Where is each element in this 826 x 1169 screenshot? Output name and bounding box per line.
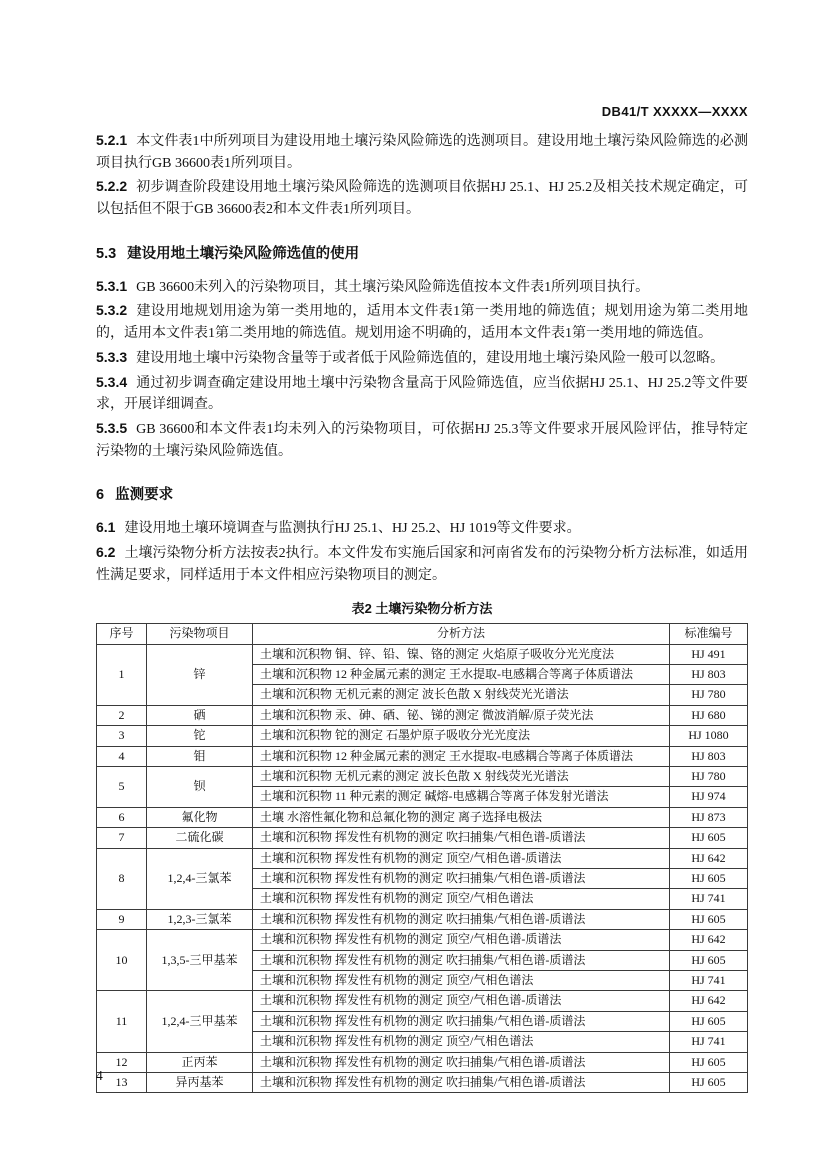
table-row xyxy=(97,767,748,787)
cell-standard-code: HJ 605 xyxy=(670,1072,748,1092)
cell-pollutant: 二硫化碳 xyxy=(147,828,253,848)
cell-method: 土壤和沉积物 12 种金属元素的测定 王水提取-电感耦合等离子体质谱法 xyxy=(253,665,670,685)
table-header-row xyxy=(97,624,748,644)
cell-pollutant: 锌 xyxy=(147,644,253,705)
cell-pollutant: 正丙苯 xyxy=(147,1052,253,1072)
cell-standard-code: HJ 873 xyxy=(670,807,748,827)
cell-method: 土壤和沉积物 挥发性有机物的测定 吹扫捕集/气相色谱-质谱法 xyxy=(253,909,670,929)
clause-5-3-3: 5.3.3 建设用地土壤中污染物含量等于或者低于风险筛选值的，建设用地土壤污染风险一般可以忽略。 xyxy=(96,348,725,366)
clause-6-1: 6.1 建设用地土壤环境调查与监测执行HJ 25.1、HJ 25.2、HJ 1019等文件要求。 xyxy=(96,519,581,537)
section-heading-5-3: 5.3 建设用地土壤污染风险筛选值的使用 xyxy=(96,245,360,262)
cell-pollutant: 氟化物 xyxy=(147,807,253,827)
table-row xyxy=(97,644,748,664)
cell-method: 土壤和沉积物 汞、砷、硒、铋、锑的测定 微波消解/原子荧光法 xyxy=(253,705,670,725)
cell-method: 土壤和沉积物 挥发性有机物的测定 吹扫捕集/气相色谱-质谱法 xyxy=(253,1052,670,1072)
cell-method: 土壤和沉积物 无机元素的测定 波长色散 X 射线荧光光谱法 xyxy=(253,685,670,705)
cell-method: 土壤和沉积物 挥发性有机物的测定 吹扫捕集/气相色谱-质谱法 xyxy=(253,950,670,970)
col-header-method: 分析方法 xyxy=(253,624,670,644)
table-row xyxy=(97,930,748,950)
section-heading-6: 6 监测要求 xyxy=(96,487,174,504)
cell-method: 土壤和沉积物 挥发性有机物的测定 吹扫捕集/气相色谱-质谱法 xyxy=(253,1072,670,1092)
cell-standard-code: HJ 605 xyxy=(670,869,748,889)
cell-method: 土壤和沉积物 12 种金属元素的测定 王水提取-电感耦合等离子体质谱法 xyxy=(253,746,670,766)
cell-index: 12 xyxy=(97,1052,147,1072)
cell-index: 3 xyxy=(97,726,147,746)
cell-index: 9 xyxy=(97,909,147,929)
cell-method: 土壤和沉积物 铊的测定 石墨炉原子吸收分光光度法 xyxy=(253,726,670,746)
cell-standard-code: HJ 605 xyxy=(670,950,748,970)
cell-method: 土壤和沉积物 挥发性有机物的测定 顶空/气相色谱法 xyxy=(253,970,670,990)
clause-6-2: 6.2 土壤污染物分析方法按表2执行。本文件发布实施后国家和河南省发布的污染物分析方法标准，如适用性满足要求，同样适用于本文件相应污染物项目的测定。 xyxy=(96,543,748,583)
cell-pollutant: 铊 xyxy=(147,726,253,746)
table-row xyxy=(97,909,748,929)
cell-method: 土壤和沉积物 挥发性有机物的测定 顶空/气相色谱法 xyxy=(253,1032,670,1052)
col-header-standard: 标准编号 xyxy=(670,624,748,644)
doc-number: DB41/T XXXXX—XXXX xyxy=(601,104,748,119)
clause-number: 6.1 xyxy=(96,519,116,536)
cell-method: 土壤和沉积物 挥发性有机物的测定 吹扫捕集/气相色谱-质谱法 xyxy=(253,1011,670,1031)
clause-5-3-4: 5.3.4 通过初步调查确定建设用地土壤中污染物含量高于风险筛选值，应当依据HJ 25.1、HJ 25.2等文件要求，开展详细调查。 xyxy=(96,373,748,413)
clause-number: 5.3.2 xyxy=(96,302,128,319)
clause-number: 6 xyxy=(96,487,105,504)
clause-5-3-1: 5.3.1 GB 36600未列入的污染物项目，其土壤污染风险筛选值按本文件表1所列项目执行。 xyxy=(96,277,650,295)
cell-pollutant: 1,3,5-三甲基苯 xyxy=(147,930,253,991)
cell-standard-code: HJ 741 xyxy=(670,970,748,990)
cell-standard-code: HJ 780 xyxy=(670,767,748,787)
cell-index: 13 xyxy=(97,1072,147,1092)
cell-index: 8 xyxy=(97,848,147,909)
clause-number: 6.2 xyxy=(96,543,116,560)
cell-standard-code: HJ 741 xyxy=(670,1032,748,1052)
clause-5-3-5: 5.3.5 GB 36600和本文件表1均未列入的污染物项目，可依据HJ 25.3等文件要求开展风险评估，推导特定污染物的土壤污染风险筛选值。 xyxy=(96,419,748,459)
cell-method: 土壤和沉积物 铜、锌、铅、镍、铬的测定 火焰原子吸收分光光度法 xyxy=(253,644,670,664)
cell-standard-code: HJ 803 xyxy=(670,746,748,766)
clause-number: 5.3.5 xyxy=(96,419,128,436)
page-number: 4 xyxy=(96,1068,103,1083)
table-row xyxy=(97,991,748,1011)
cell-standard-code: HJ 780 xyxy=(670,685,748,705)
table-row xyxy=(97,1072,748,1092)
cell-method: 土壤 水溶性氟化物和总氟化物的测定 离子选择电极法 xyxy=(253,807,670,827)
cell-pollutant: 异丙基苯 xyxy=(147,1072,253,1092)
cell-standard-code: HJ 680 xyxy=(670,705,748,725)
cell-index: 5 xyxy=(97,767,147,808)
clause-5-2-1: 5.2.1 本文件表1中所列项目为建设用地土壤污染风险筛选的选测项目。建设用地土壤污染风险筛选的必测项目执行GB 36600表1所列项目。 xyxy=(96,132,748,171)
cell-standard-code: HJ 1080 xyxy=(670,726,748,746)
table-row xyxy=(97,848,748,868)
cell-method: 土壤和沉积物 挥发性有机物的测定 顶空/气相色谱法 xyxy=(253,889,670,909)
cell-index: 2 xyxy=(97,705,147,725)
cell-method: 土壤和沉积物 挥发性有机物的测定 吹扫捕集/气相色谱-质谱法 xyxy=(253,828,670,848)
cell-method: 土壤和沉积物 挥发性有机物的测定 顶空/气相色谱-质谱法 xyxy=(253,848,670,868)
clause-number: 5.3 xyxy=(96,245,117,262)
cell-standard-code: HJ 491 xyxy=(670,644,748,664)
cell-pollutant: 硒 xyxy=(147,705,253,725)
cell-method: 土壤和沉积物 11 种元素的测定 碱熔-电感耦合等离子体发射光谱法 xyxy=(253,787,670,807)
clause-5-3-2: 5.3.2 建设用地规划用途为第一类用地的，适用本文件表1第一类用地的筛选值；规划用途为第二类用地的，适用本文件表1第二类用地的筛选值。规划用途不明确的，适用本文件表1第一类用地的筛选值。 xyxy=(96,302,748,342)
cell-method: 土壤和沉积物 挥发性有机物的测定 顶空/气相色谱-质谱法 xyxy=(253,930,670,950)
cell-standard-code: HJ 605 xyxy=(670,828,748,848)
clause-number: 5.3.4 xyxy=(96,373,128,390)
table-row xyxy=(97,726,748,746)
cell-index: 6 xyxy=(97,807,147,827)
cell-method: 土壤和沉积物 无机元素的测定 波长色散 X 射线荧光光谱法 xyxy=(253,767,670,787)
cell-pollutant: 1,2,4-三甲基苯 xyxy=(147,991,253,1052)
analysis-methods-table xyxy=(96,623,748,1093)
cell-method: 土壤和沉积物 挥发性有机物的测定 吹扫捕集/气相色谱-质谱法 xyxy=(253,869,670,889)
cell-standard-code: HJ 605 xyxy=(670,1052,748,1072)
table-row xyxy=(97,746,748,766)
clause-number: 5.3.3 xyxy=(96,348,128,365)
table-row xyxy=(97,1052,748,1072)
clause-number: 5.2.1 xyxy=(96,132,128,148)
document-content xyxy=(96,130,748,1093)
cell-pollutant: 钼 xyxy=(147,746,253,766)
table-row xyxy=(97,705,748,725)
table-title: 表2 土壤污染物分析方法 xyxy=(351,601,493,617)
document-body xyxy=(96,130,748,586)
cell-pollutant: 1,2,3-三氯苯 xyxy=(147,909,253,929)
cell-index: 10 xyxy=(97,930,147,991)
cell-standard-code: HJ 642 xyxy=(670,991,748,1011)
cell-standard-code: HJ 605 xyxy=(670,1011,748,1031)
cell-index: 1 xyxy=(97,644,147,705)
cell-index: 7 xyxy=(97,828,147,848)
col-header-index: 序号 xyxy=(97,624,147,644)
col-header-pollutant: 污染物项目 xyxy=(147,624,253,644)
cell-standard-code: HJ 741 xyxy=(670,889,748,909)
cell-method: 土壤和沉积物 挥发性有机物的测定 顶空/气相色谱-质谱法 xyxy=(253,991,670,1011)
clause-5-2-2: 5.2.2 初步调查阶段建设用地土壤污染风险筛选的选测项目依据HJ 25.1、HJ 25.2及相关技术规定确定，可以包括但不限于GB 36600表2和本文件表1所列项目。 xyxy=(96,178,748,218)
clause-number: 5.3.1 xyxy=(96,277,128,294)
cell-pollutant: 1,2,4-三氯苯 xyxy=(147,848,253,909)
clause-number: 5.2.2 xyxy=(96,178,128,195)
cell-pollutant: 钡 xyxy=(147,767,253,808)
table-row xyxy=(97,828,748,848)
table-row xyxy=(97,807,748,827)
cell-standard-code: HJ 974 xyxy=(670,787,748,807)
cell-standard-code: HJ 642 xyxy=(670,930,748,950)
cell-index: 4 xyxy=(97,746,147,766)
cell-standard-code: HJ 803 xyxy=(670,665,748,685)
cell-index: 11 xyxy=(97,991,147,1052)
cell-standard-code: HJ 642 xyxy=(670,848,748,868)
cell-standard-code: HJ 605 xyxy=(670,909,748,929)
